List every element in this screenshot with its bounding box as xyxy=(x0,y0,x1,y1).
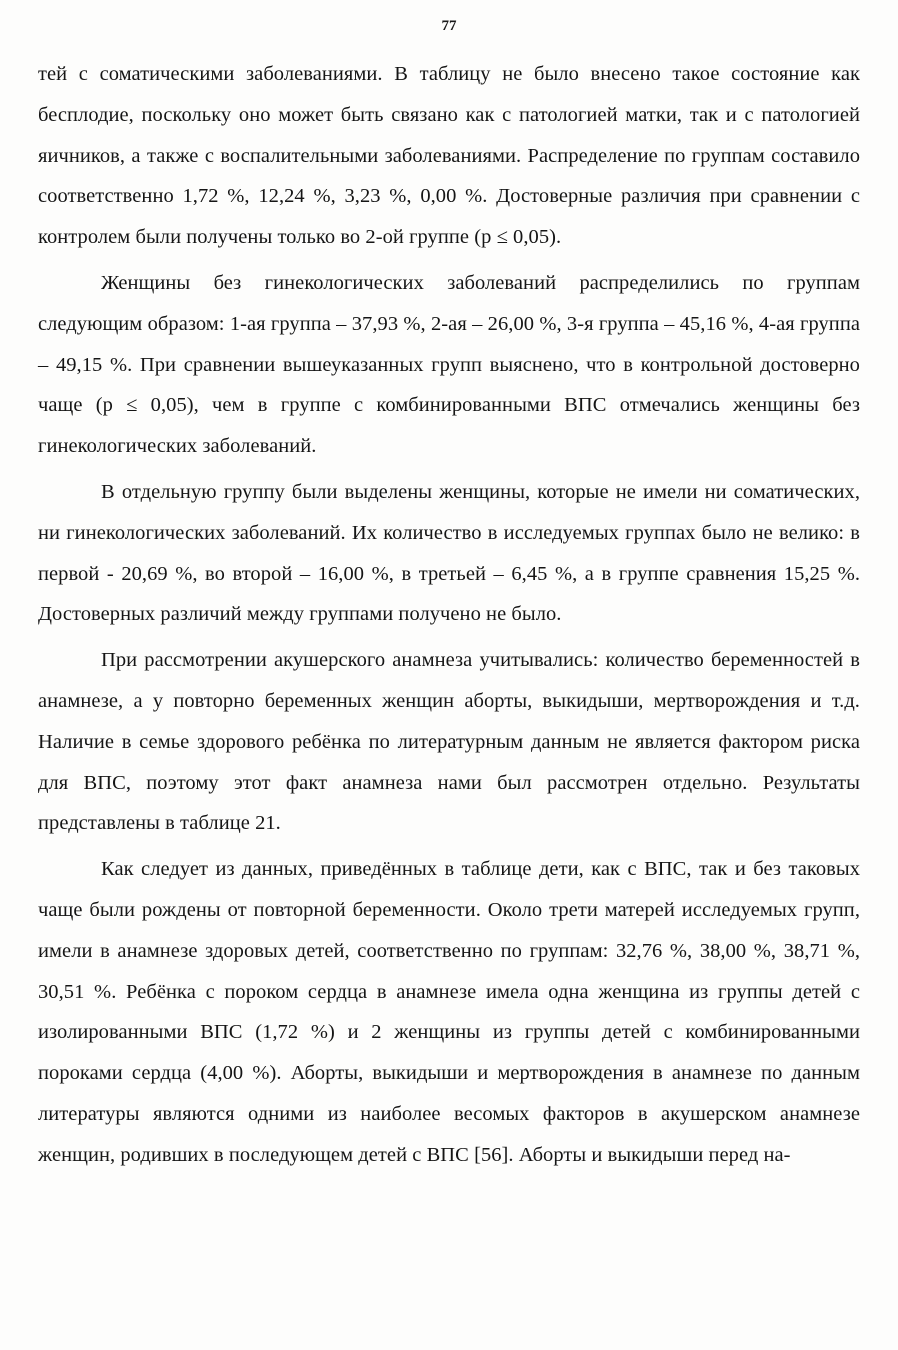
paragraph-4: При рассмотрении акушерского анамнеза учитывались: количество беременностей в анамнезе, а у повторно беременных женщин аборты, выкидыши, мертворождения и т.д. Наличие в семье здорового ребёнка по литературным данным не является фактором риска для ВПС, поэтому этот факт анамнеза нами был рассмотрен отдельно. Результаты представлены в таблице 21. xyxy=(38,649,860,835)
body-text xyxy=(38,54,860,1176)
paragraph-3: В отдельную группу были выделены женщины, которые не имели ни соматических, ни гинекологических заболеваний. Их количество в исследуемых группах было не велико: в первой - 20,69 %, во второй – 16,00 %, в третьей – 6,45 %, а в группе сравнения 15,25 %. Достоверных различий между группами получено не было. xyxy=(38,480,860,626)
page-number: 77 xyxy=(441,18,457,34)
paragraph-2: Женщины без гинекологических заболеваний распределились по группам следующим образом: 1-ая группа – 37,93 %, 2-ая – 26,00 %, 3-я группа – 45,16 %, 4-ая группа – 49,15 %. При сравнении вышеуказанных групп выяснено, что в контрольной достоверно чаще (p ≤ 0,05), чем в группе с комбинированными ВПС отмечались женщины без гинекологических заболеваний. xyxy=(38,271,860,458)
paragraph-1: тей с соматическими заболеваниями. В таблицу не было внесено такое состояние как бесплодие, поскольку оно может быть связано как с патологией матки, так и с патологией яичников, а также с воспалительными заболеваниями. Распределение по группам составило соответственно 1,72 %, 12,24 %, 3,23 %, 0,00 %. Достоверные различия при сравнении с контролем были получены только во 2-ой группе (p ≤ 0,05). xyxy=(38,63,860,249)
paragraph-5: Как следует из данных, приведённых в таблице дети, как с ВПС, так и без таковых чаще были рождены от повторной беременности. Около трети матерей исследуемых групп, имели в анамнезе здоровых детей, соответственно по группам: 32,76 %, 38,00 %, 38,71 %, 30,51 %. Ребёнка с пороком сердца в анамнезе имела одна женщина из группы детей с изолированными ВПС (1,72 %) и 2 женщины из группы детей с комбинированными пороками сердца (4,00 %). Аборты, выкидыши и мертворождения в анамнезе по данным литературы являются одними из наиболее весомых факторов в акушерском анамнезе женщин, родивших в последующем детей с ВПС [56]. Аборты и выкидыши перед на- xyxy=(38,858,860,1166)
